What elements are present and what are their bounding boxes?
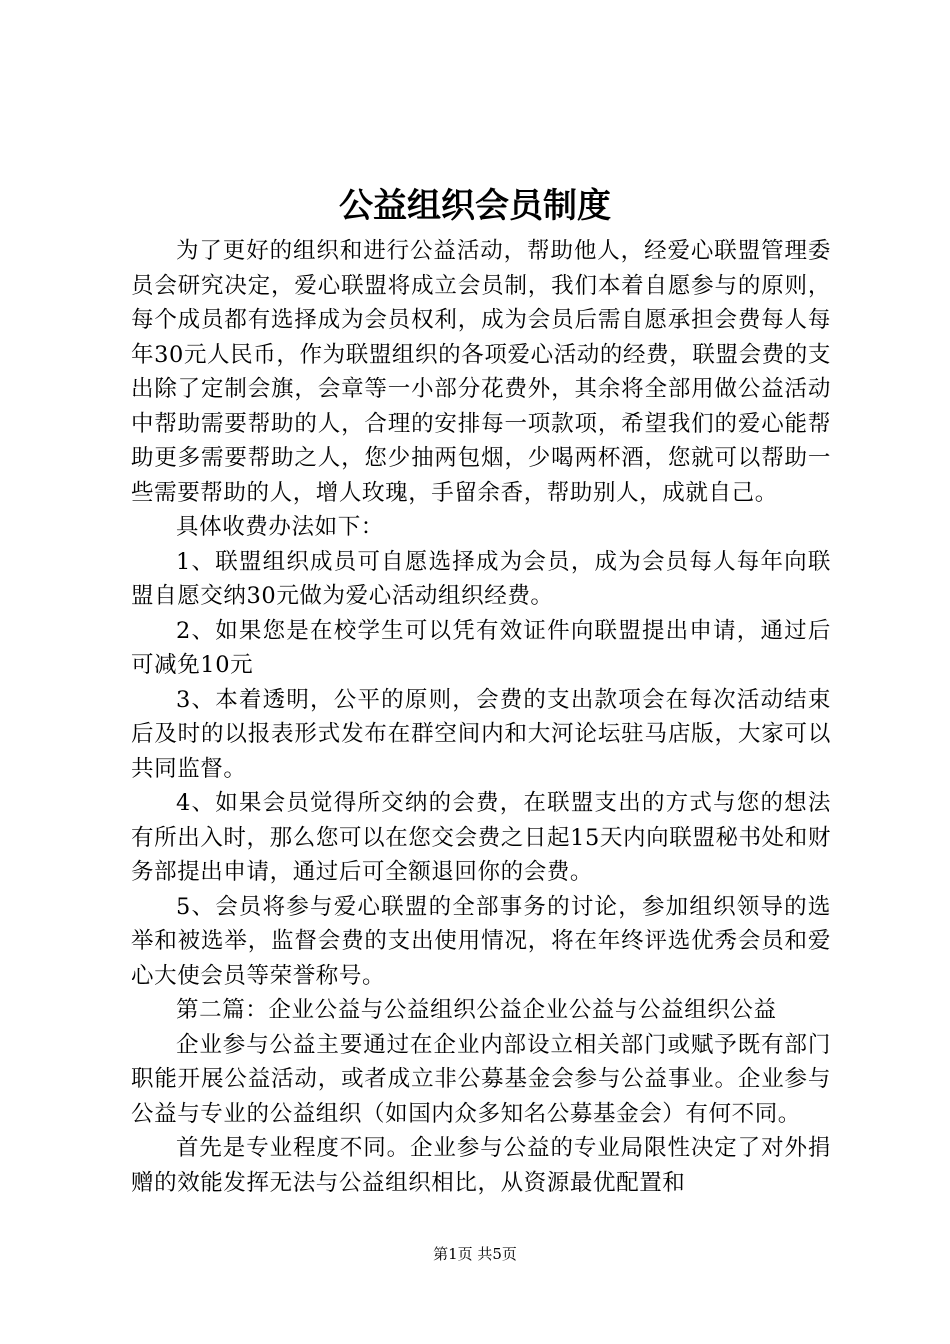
rule-item-3: 3、本着透明，公平的原则，会费的支出款项会在每次活动结束后及时的以报表形式发布在群空间内和大河论坛驻马店版，大家可以共同监督。 bbox=[131, 686, 831, 782]
section-two-paragraph-1: 企业参与公益主要通过在企业内部设立相关部门或赋予既有部门职能开展公益活动，或者成立非公募基金会参与公益事业。企业参与公益与专业的公益组织（如国内众多知名公募基金会）有何不同。 bbox=[131, 1031, 831, 1127]
fee-method-heading: 具体收费办法如下： bbox=[176, 514, 384, 540]
rule-item-5: 5、会员将参与爱心联盟的全部事务的讨论，参加组织领导的选举和被选举，监督会费的支出使用情况，将在年终评选优秀会员和爱心大使会员等荣誉称号。 bbox=[131, 893, 831, 989]
document-body bbox=[131, 234, 831, 1200]
rule-item-1: 1、联盟组织成员可自愿选择成为会员，成为会员每人每年向联盟自愿交纳30元做为爱心活动组织经费。 bbox=[131, 548, 831, 609]
rule-item-4: 4、如果会员觉得所交纳的会费，在联盟支出的方式与您的想法有所出入时，那么您可以在您交会费之日起15天内向联盟秘书处和财务部提出申请，通过后可全额退回你的会费。 bbox=[131, 790, 831, 885]
section-two-heading: 第二篇：企业公益与公益组织公益企业公益与公益组织公益 bbox=[176, 997, 777, 1023]
section-two-paragraph-2: 首先是专业程度不同。企业参与公益的专业局限性决定了对外捐赠的效能发挥无法与公益组织相比，从资源最优配置和 bbox=[131, 1135, 831, 1196]
intro-paragraph: 为了更好的组织和进行公益活动，帮助他人，经爱心联盟管理委员会研究决定，爱心联盟将成立会员制，我们本着自愿参与的原则，每个成员都有选择成为会员权利，成为会员后需自愿承担会费每人每年30元人民币，作为联盟组织的各项爱心活动的经费，联盟会费的支出除了定制会旗，会章等一小部分花费外，其余将全部用做公益活动中帮助需要帮助的人，合理的安排每一项款项，希望我们的爱心能帮助更多需要帮助之人，您少抽两包烟，少喝两杯酒，您就可以帮助一些需要帮助的人，增人玫瑰，手留余香，帮助别人，成就自己。 bbox=[131, 238, 831, 506]
document-title: 公益组织会员制度 bbox=[339, 186, 611, 226]
rule-item-2: 2、如果您是在校学生可以凭有效证件向联盟提出申请，通过后可减免10元 bbox=[131, 617, 831, 678]
page-number: 第1页 共5页 bbox=[433, 1245, 517, 1263]
